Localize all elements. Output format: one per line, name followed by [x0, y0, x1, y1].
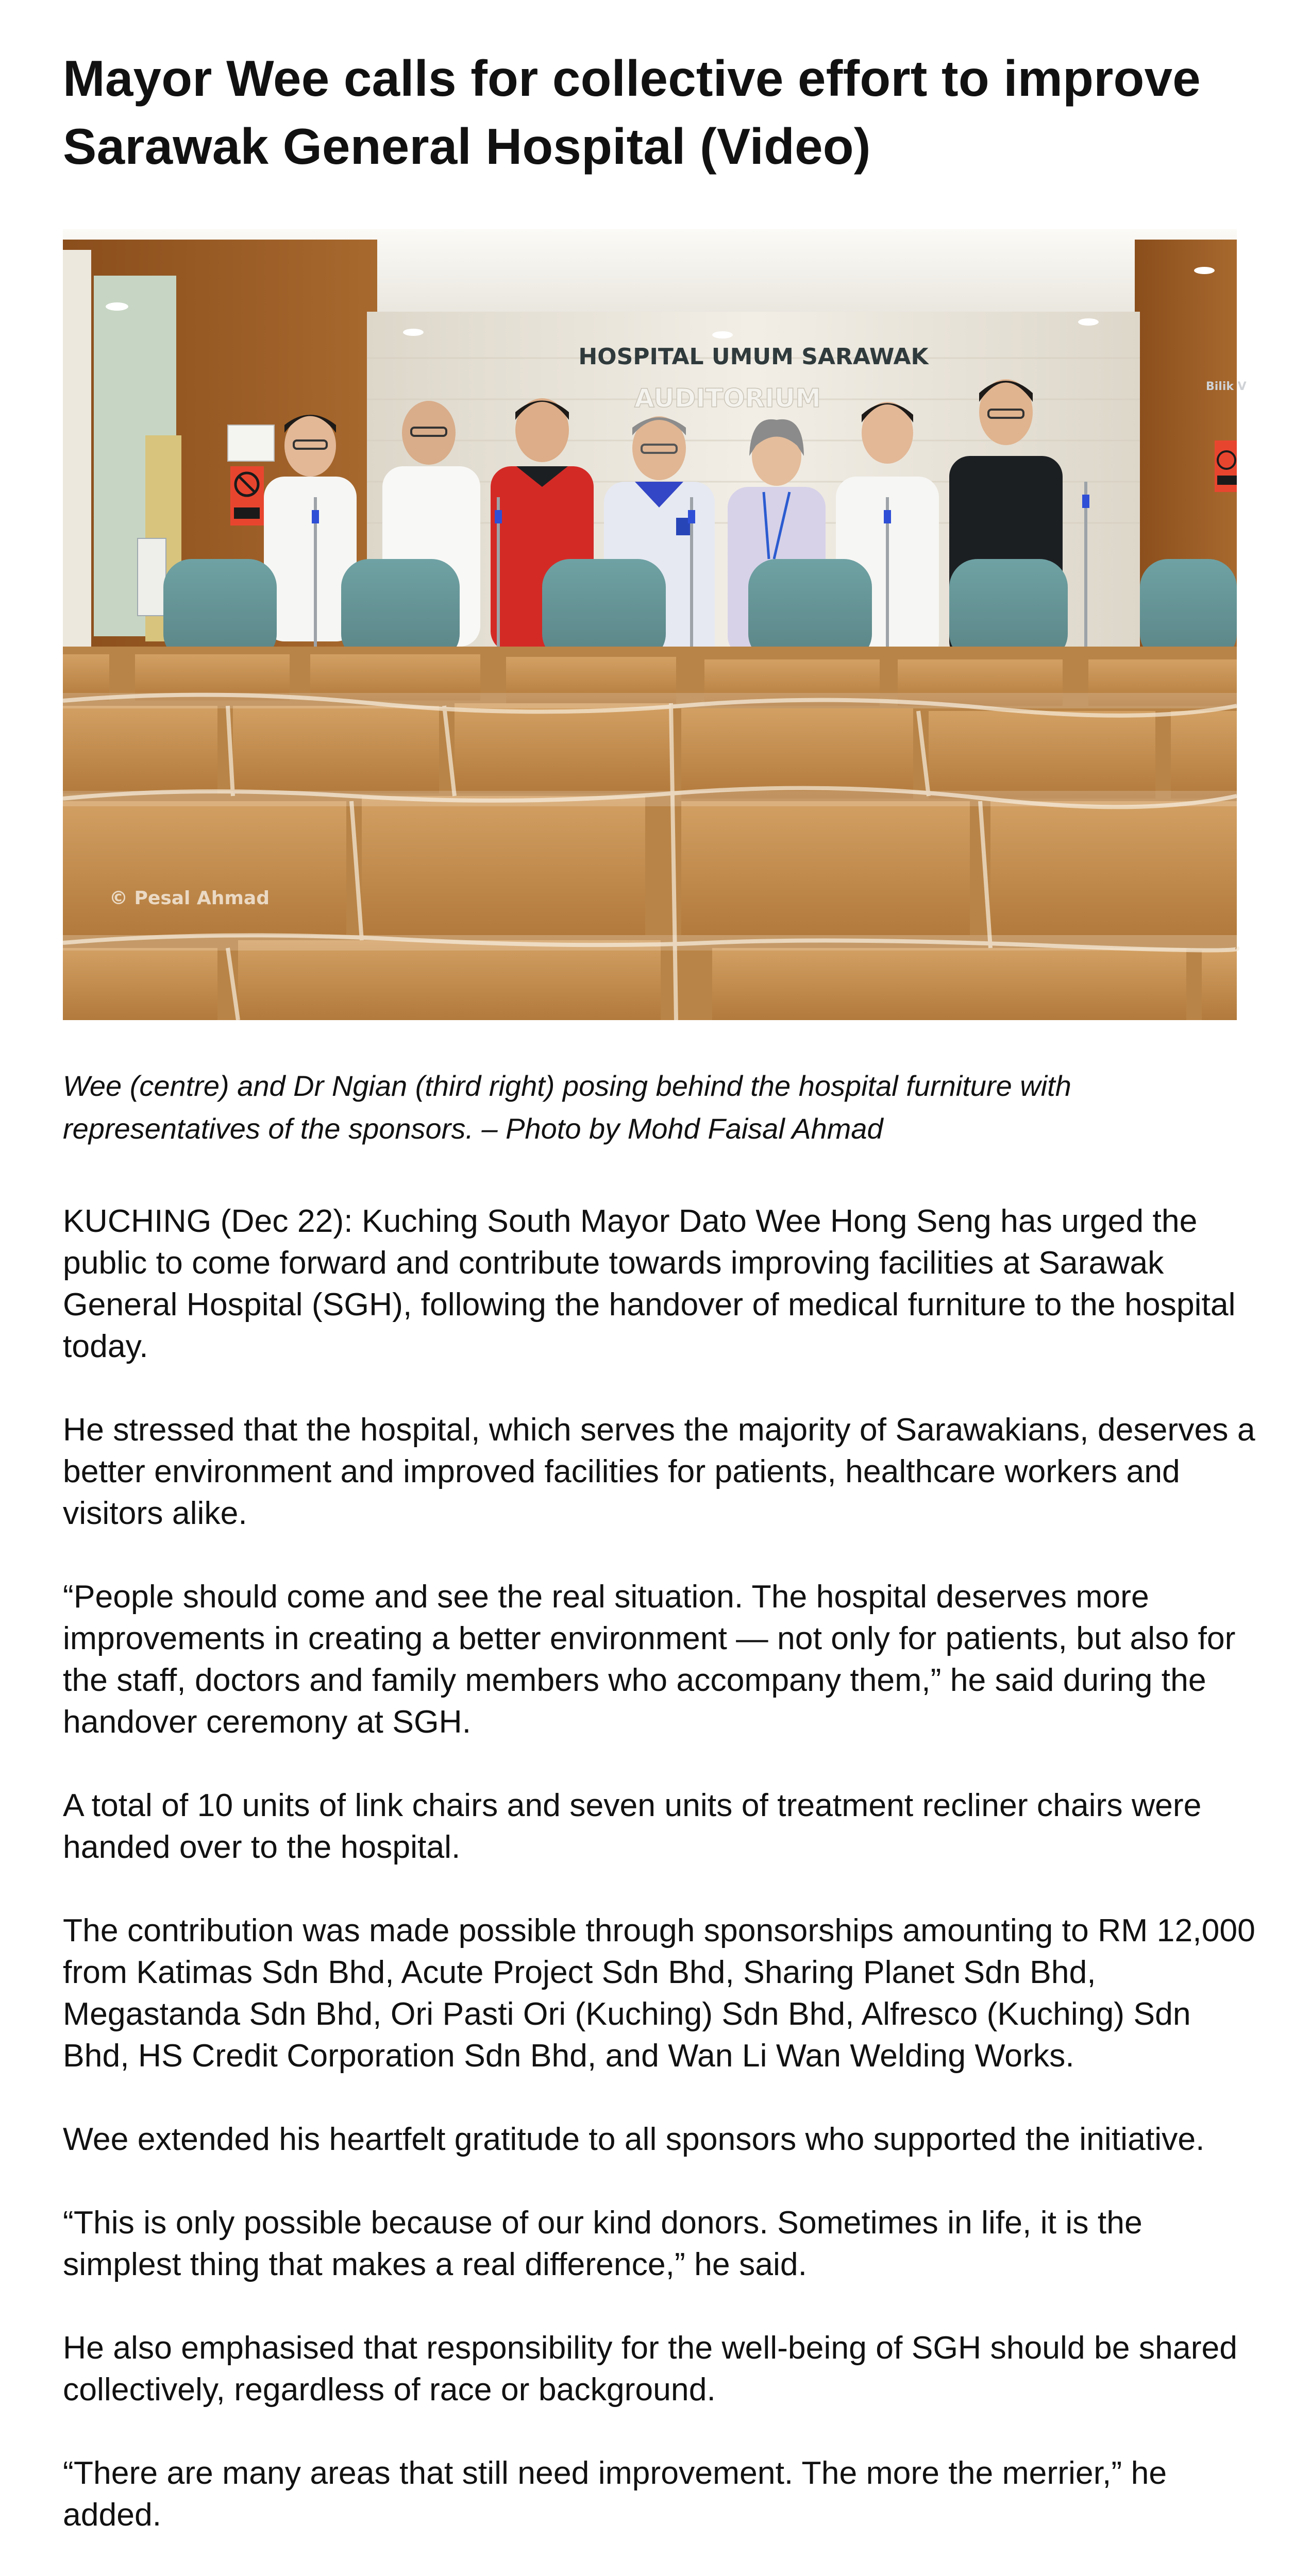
left-pillar [63, 250, 91, 662]
article-paragraph: “People should come and see the real situation. The hospital deserves more improvements in creating a better environment — not only for patients, but also for the staff, doctors and family members who accompany them,” he said during the handover ceremony at SGH. [63, 1579, 1236, 1740]
article-paragraph: He also emphasised that responsibility for the well-being of SGH should be shared collectively, regardless of race or background. [63, 2330, 1238, 2408]
notice-board [228, 425, 274, 461]
no-smoking-sign-right-icon [1215, 440, 1237, 492]
article-paragraph: The contribution was made possible through sponsorships amounting to RM 12,000 from Katimas Sdn Bhd, Acute Project Sdn Bhd, Sharing Planet Sdn Bhd, Megastanda Sdn Bhd, Ori Pasti Ori (Kuching) Sdn Bhd, Alfresco (Kuching) Sdn Bhd, HS Credit Corporation Sdn Bhd, and Wan Li Wan Welding Works. [63, 1912, 1255, 2074]
article-photo [63, 229, 1247, 1020]
sign-auditorium: AUDITORIUM [634, 383, 821, 413]
photo-watermark: © Pesal Ahmad [109, 888, 270, 909]
photo-caption: Wee (centre) and Dr Ngian (third right) posing behind the hospital furniture with representatives of the sponsors. – Photo by Mohd Faisal Ahmad [63, 1070, 1071, 1145]
sign-side-room: Bilik V [1206, 380, 1247, 393]
no-smoking-sign-icon [230, 466, 264, 526]
article-paragraph: “This is only possible because of our kind donors. Sometimes in life, it is the simplest thing that makes a real difference,” he said. [63, 2205, 1142, 2282]
sign-hospital-name: HOSPITAL UMUM SARAWAK [578, 344, 929, 370]
article-paragraph: KUCHING (Dec 22): Kuching South Mayor Dato Wee Hong Seng has urged the public to come forward and contribute towards improving facilities at Sarawak General Hospital (SGH), following the handover of medical furniture to the hospital today. [63, 1203, 1236, 1364]
article-paragraph: Wee extended his heartfelt gratitude to all sponsors who supported the initiative. [63, 2121, 1205, 2157]
hand-sanitizer-dispenser [138, 538, 166, 616]
article-paragraph: He stressed that the hospital, which serves the majority of Sarawakians, deserves a better environment and improved facilities for patients, healthcare workers and visitors alike. [63, 1412, 1255, 1531]
article [63, 0, 1255, 2533]
article-headline: Mayor Wee calls for collective effort to improve Sarawak General Hospital (Video) [63, 50, 1201, 175]
article-paragraph: A total of 10 units of link chairs and seven units of treatment recliner chairs were handed over to the hospital. [63, 1787, 1202, 1865]
article-paragraph: “There are many areas that still need improvement. The more the merrier,” he added. [63, 2455, 1167, 2533]
article-body [63, 1200, 1258, 2576]
photo-illustration [63, 229, 1247, 1020]
